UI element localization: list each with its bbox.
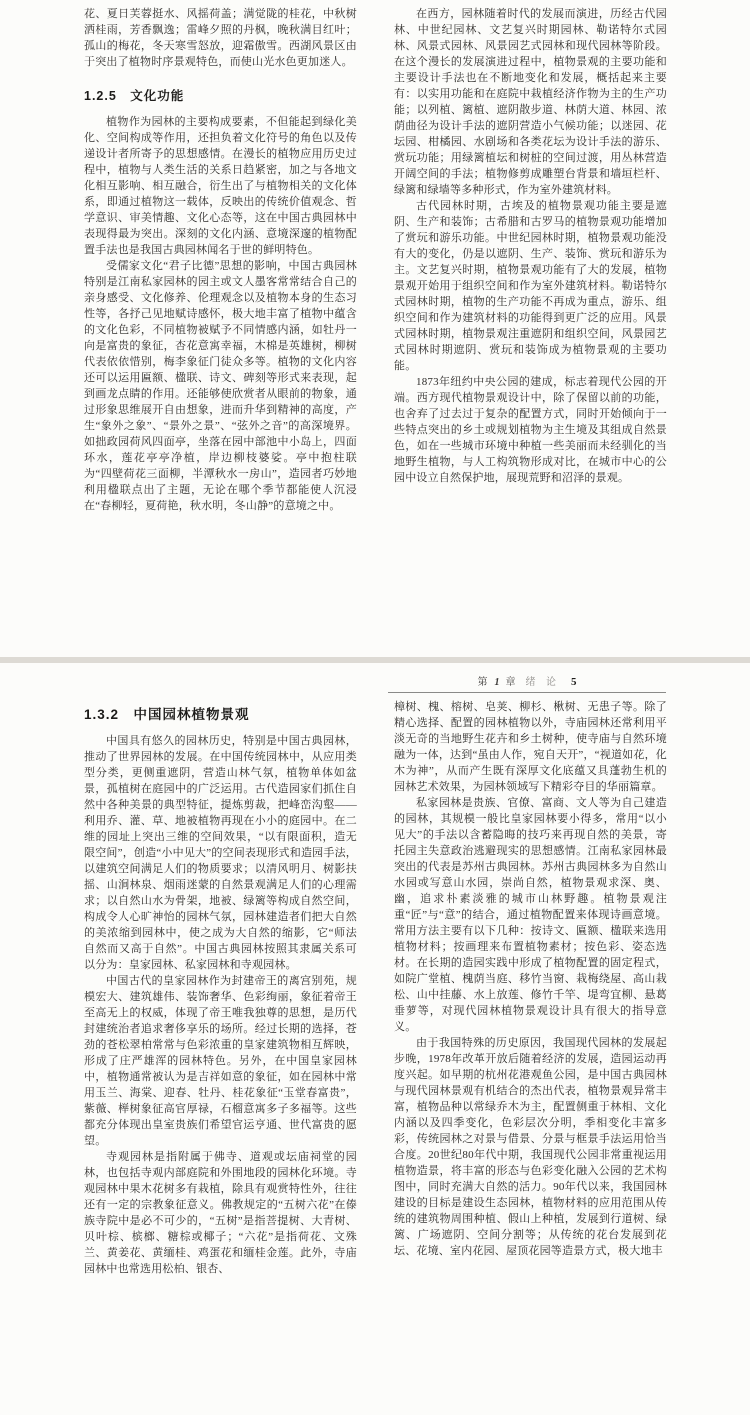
paragraph: 私家园林是贵族、官僚、富商、文人等为自己建造的园林，其规模一般比皇家园林要小得多，常用“以小见大”的手法以含蓄隐晦的技巧来再现自然的美景，寄托园主失意政治逃避现实的思想感情。江南私家园林最突出的代表是苏州古典园林。苏州古典园林多为自然山水园或写意山水园，崇尚自然，植物景观求深、奥、幽，追求朴素淡雅的城市山林野趣。植物景观注重“匠”与“意”的结合，通过植物配置来体现诗画意境。常用方法主要有以下几种：按诗文、匾额、楹联来选用植物材料；按画理来布置植物素材；按色彩、姿态选材。在长期的造园实践中形成了植物配置的固定程式，如院广堂植、槐荫当庭、移竹当窗、栽梅绕屋、高山栽松、山中挂藤、水上放莲、修竹千竿、堤弯宜柳、悬葛垂萝等，对现代园林植物景观设计具有很大的指导意义。: [394, 797, 667, 1033]
scanned-page-4: [0, 0, 750, 657]
top-left-column: [84, 6, 357, 514]
bottom-right-column: [394, 699, 667, 1277]
paragraph: 由于我国特殊的历史原因，我国现代园林的发展起步晚，1978年改革开放后随着经济的发展，造园运动再度兴起。如早期的杭州花港观鱼公园，是中国古典园林与现代园林景观有机结合的杰出代表，植物景观异常丰富，植物品种以常绿乔木为主，配置侧重于林相、文化内涵以及四季变化，色彩层次分明，季相变化丰富多彩，传统园林之对景与借景、分景与框景手法运用恰当合度。20世纪80年代中期，我国现代公园非常重视运用植物造景，将丰富的形态与色彩变化融入公园的艺术构图中，同时充满大自然的活力。90年代以来，我国园林建设的目标是建设生态园林，植物材料的应用范围从传统的建筑物周围种植、假山上种植，发展到行道树、绿篱、广场遮阴、空间分割等；从传统的花台发展到花坛、花境、室内花园、屋顶花园等造景方式，极大地丰: [394, 1037, 667, 1257]
paragraph: 古代园林时期，古埃及的植物景观功能主要是遮阴、生产和装饰；古希腊和古罗马的植物景观功能增加了赏玩和游乐功能。中世纪园林时期，植物景观功能没有大的变化，仍是以遮阴、生产、装饰、赏玩和游乐为主。文艺复兴时期，植物景观功能有了大的发展，植物景观开始用于组织空间和作为室外建筑材料。勒诺特尔式园林时期，植物的生产功能不再成为重点，游乐、组织空间和作为建筑材料的功能得到更广泛的应用。风景式园林时期，植物景观注重遮阴和组织空间，风景园艺式园林时期遮阴、赏玩和装饰成为植物景观的主要功能。: [394, 200, 667, 372]
page-number: 5: [571, 676, 577, 688]
bottom-left-column: [84, 699, 357, 1277]
continued-paragraph: 樟树、槐、榕树、皂荚、柳杉、楸树、无患子等。除了精心选择、配置的园林植物以外，寺庙园林还常利用平淡无奇的当地野生花卉和乡土树种，使寺庙与自然环境融为一体，达到“虽由人作，宛自天开”，“视道如花，化木为神”，从而产生既有深厚文化底蕴又具蓬勃生机的园林艺术效果，为园林领域写下精彩夺目的华丽篇章。: [394, 701, 667, 793]
section-heading-1-2-5: 1.2.5 文化功能: [84, 89, 185, 103]
two-column-layout-top: [0, 0, 750, 514]
running-head: [388, 673, 666, 693]
page-header: [84, 673, 666, 693]
section-heading-1-3-2: 1.3.2 中国园林植物景观: [84, 707, 250, 722]
continued-paragraph: 花、夏日芙蓉挺水、风摇荷盖；满觉陇的桂花，中秋树洒桂雨，芳香飘逸；雷峰夕照的丹枫，晚秋满目红叶；孤山的梅花，冬天寒雪怒放，迎霜傲雪。西湖风景区由于突出了植物时序景观特色，而使山光水色更加迷人。: [84, 8, 357, 68]
chapter-label-pre: 第: [477, 677, 489, 688]
paragraph: 在西方，园林随着时代的发展而演进，历经古代园林、中世纪园林、文艺复兴时期园林、勒诺特尔式园林、风景式园林、风景园艺式园林和现代园林等阶段。在这个漫长的发展演进过程中，植物景观的主要功能和主要设计手法也在不断地变化和发展，概括起来主要有：以实用功能和在庭院中栽植经济作物为主的生产功能；以列植、篱植、遮阴散步道、林荫大道、林园、浓荫曲径为设计手法的遮阴营造小气候功能；以迷园、花坛园、柑橘园、水剧场和各类花坛为设计手法的游乐、赏玩功能；用绿篱植坛和树桩的空间过渡，用丛林营造开阔空间的手法；植物修剪成雕塑台背景和墙垣栏杆、绿篱和绿墙等多种形式，作为室外建筑材料。: [394, 8, 667, 196]
paragraph: 1873年纽约中央公园的建成，标志着现代公园的开端。西方现代植物景观设计中，除了保留以前的功能，也舍弃了过去过于复杂的配置方式，同时开始倾向于一些特点突出的乡土或规划植物为主生境及其组成自然景色，如在一些城市环境中种植一些美丽而未经驯化的当地野生植物，与人工构筑物形成对比，在城市中心的公园中设立自然保护地，展现荒野和沼泽的景观。: [394, 376, 667, 484]
paragraph: 植物作为园林的主要构成要素，不但能起到绿化美化、空间构成等作用，还担负着文化符号的角色以及传递设计者所寄予的思想感情。在漫长的植物应用历史过程中，植物与人类生活的关系日趋紧密，加之与各地文化相互影响、相互融合，衍生出了与植物相关的文化体系，即通过植物这一载体，反映出的传统价值观念、哲学意识、审美情趣、文化心态等，这在中国古典园林中表现得最为突出。深刻的文化内涵、意境深邃的植物配置手法也是我国古典园林闻名于世的鲜明特色。: [84, 116, 357, 256]
chapter-label-post: 章: [505, 677, 517, 688]
paragraph: 中国具有悠久的园林历史，特别是中国古典园林，推动了世界园林的发展。在中国传统园林中，从应用类型分类，更侧重遮阴，营造山林气氛，植物单体如盆景，孤植树在庭园中的广泛运用。古代造园家们抓住自然中各种美景的典型特征，提炼剪裁，把峰峦沟壑——利用乔、灌、草、地被植物再现在小小的庭园中。在二维的园址上突出三维的空间效果，“以有限面积，造无限空间”，创造“小中见大”的空间表现形式和造园手法，以建筑空间满足人们的物质要求；以清风明月、树影扶摇、山涧林泉、烟雨迷蒙的自然景观满足人们的心理需求；以自然山水为骨架，地被、绿篱等构成自然空间，构成令人心旷神怡的园林气氛，园林建造者们把大自然的美浓缩到园林中，使之成为大自然的缩影，它“师法自然而又高于自然”。中国古典园林按照其隶属关系可以分为：皇家园林、私家园林和寺观园林。: [84, 735, 357, 971]
scanned-page-5: [0, 663, 750, 1415]
chapter-title: 绪 论: [525, 677, 560, 688]
paragraph: 受儒家文化“君子比德”思想的影响，中国古典园林特别是江南私家园林的园主或文人墨客常常结合自己的亲身感受、文化修养、伦理观念以及植物本身的生态习性等，各抒己见地赋诗感怀，极大地丰富了植物中蕴含的文化色彩，不同植物被赋予不同情感内涵，如牡丹一向是富贵的象征，杏花意寓幸福，木棉是英雄树，柳树代表依依惜别，梅李象征门徒众多等。植物的文化内容还可以运用匾额、楹联、诗文、碑刻等形式来表现，起到画龙点睛的作用。还能够使欣赏者从眼前的物象，通过形象思维展开自由想象，进而升华到精神的高度，产生“象外之象”、“景外之景”、“弦外之音”的高深境界。如拙政园荷风四面亭，坐落在园中部池中小岛上，四面环水，莲花亭亭净植，岸边柳枝婆娑。亭中抱柱联为“四壁荷花三面柳，半潭秋水一房山”，造园者巧妙地利用楹联点出了主题，无论在哪个季节都能使人沉浸在“春柳轻，夏荷艳，秋水明，冬山静”的意境之中。: [84, 260, 357, 512]
two-column-layout-bottom: [0, 699, 750, 1277]
paragraph: 中国古代的皇家园林作为封建帝王的离宫别苑，规模宏大、建筑雄伟、装饰奢华、色彩绚丽，象征着帝王至高无上的权威，体现了帝王唯我独尊的思想，是历代封建统治者追求奢侈享乐的场所。经过长期的选择，苍劲的苍松翠柏常常与色彩浓重的皇家建筑物相互辉映，形成了庄严雄浑的园林特色。另外，在中国皇家园林中，植物通常被认为是吉祥如意的象征，如在园林中常用玉兰、海棠、迎春、牡丹、桂花象征“玉堂春富贵”，紫薇、榉树象征高官厚禄，石榴意寓多子多福等。这些都充分体现出皇室贵族们希望官运亨通、世代富贵的愿望。: [84, 975, 357, 1147]
chapter-number: 1: [494, 677, 500, 688]
paragraph: 寺观园林是指附属于佛寺、道观或坛庙祠堂的园林，也包括寺观内部庭院和外围地段的园林化环境。寺观园林中果木花树多有栽植，除具有观赏特性外，往往还有一定的宗教象征意义。佛教规定的“五树六花”在傣族寺院中是必不可少的，“五树”是指菩提树、大青树、贝叶棕、槟榔、糖棕或椰子；“六花”是指荷花、文殊兰、黄姜花、黄缅桂、鸡蛋花和缅桂金莲。此外，寺庙园林中也常选用松柏、银杏、: [84, 1151, 357, 1275]
top-right-column: [394, 6, 667, 514]
